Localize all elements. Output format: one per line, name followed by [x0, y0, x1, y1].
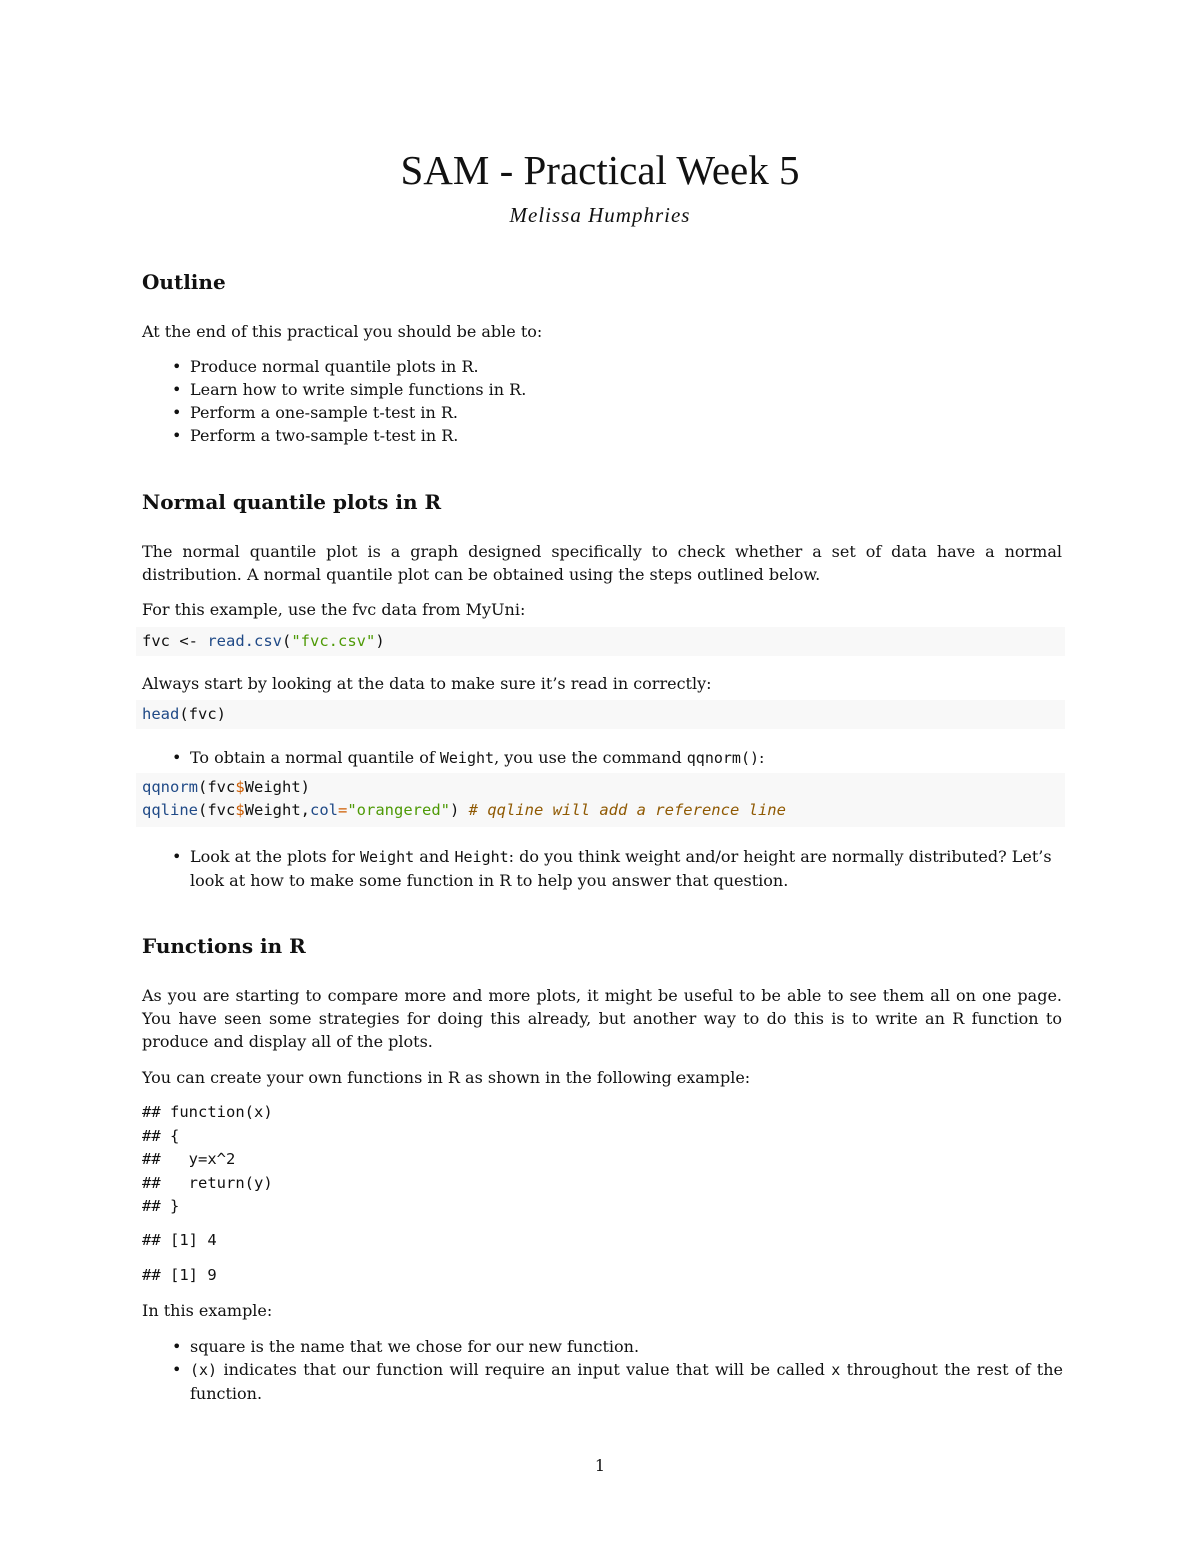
bullet-icon: • [172, 357, 182, 376]
document-author: Melissa Humphries [509, 203, 691, 227]
code-output-result-1: ## [1] 4 [142, 1231, 217, 1249]
code-block-head: head(fvc) [136, 700, 1065, 729]
bullet-icon: • [172, 380, 182, 399]
list-item: • Look at the plots for Weight and Height: do you think weight and/or height are normally distributed? Let’s look at how to make some function in R to help you answer that question. [172, 847, 1052, 890]
outline-intro: At the end of this practical you should be able to: [142, 322, 543, 341]
code-block-qqnorm: qqnorm(fvc$Weight) qqline(fvc$Weight,col="orangered") # qqline will add a reference line [136, 773, 1065, 827]
functions-paragraph-1: As you are starting to compare more and more plots, it might be useful to be able to see them all on one page. You have seen some strategies for doing this already, but another way to do this is to write an R function to produce and display all of the plots. [142, 986, 1062, 1051]
nqp-bullet-list-1 [168, 746, 1063, 770]
list-item: • (x) indicates that our function will require an input value that will be called x throughout the rest of the function. [172, 1360, 1063, 1403]
list-item: • square is the name that we chose for our new function. [172, 1337, 640, 1356]
code-output-function: ## function(x) ## { ## y=x^2 ## return(y) ## } [142, 1103, 273, 1215]
outline-list [168, 355, 1063, 447]
code-output-result-2: ## [1] 9 [142, 1266, 217, 1284]
nqp-bullet-list-2 [168, 845, 1063, 892]
nqp-paragraph-2: For this example, use the fvc data from MyUni: [142, 600, 526, 619]
functions-bullet-list [168, 1335, 1063, 1405]
list-item: • Produce normal quantile plots in R. [172, 357, 479, 376]
nqp-paragraph-1: The normal quantile plot is a graph designed specifically to check whether a set of data have a normal distribution. A normal quantile plot can be obtained using the steps outlined below. [142, 542, 1062, 584]
list-item: • Learn how to write simple functions in R. [172, 380, 527, 399]
list-item: • To obtain a normal quantile of Weight, you use the command qqnorm(): [172, 748, 765, 767]
bullet-icon: • [172, 426, 182, 445]
document-title: SAM - Practical Week 5 [400, 147, 800, 193]
functions-paragraph-3: In this example: [142, 1301, 273, 1320]
functions-paragraph-2: You can create your own functions in R as shown in the following example: [142, 1068, 751, 1087]
code-block-read: fvc <- read.csv("fvc.csv") [136, 627, 1065, 656]
page-number: 1 [594, 1456, 606, 1475]
bullet-icon: • [172, 1337, 182, 1356]
nqp-heading: Normal quantile plots in R [142, 490, 442, 514]
functions-heading: Functions in R [142, 934, 306, 958]
list-item: • Perform a one-sample t-test in R. [172, 403, 458, 422]
bullet-icon: • [172, 748, 182, 767]
outline-heading: Outline [142, 270, 226, 294]
bullet-icon: • [172, 847, 182, 866]
list-item: • Perform a two-sample t-test in R. [172, 426, 459, 445]
bullet-icon: • [172, 1360, 182, 1379]
nqp-paragraph-3: Always start by looking at the data to make sure it’s read in correctly: [142, 674, 712, 693]
bullet-icon: • [172, 403, 182, 422]
